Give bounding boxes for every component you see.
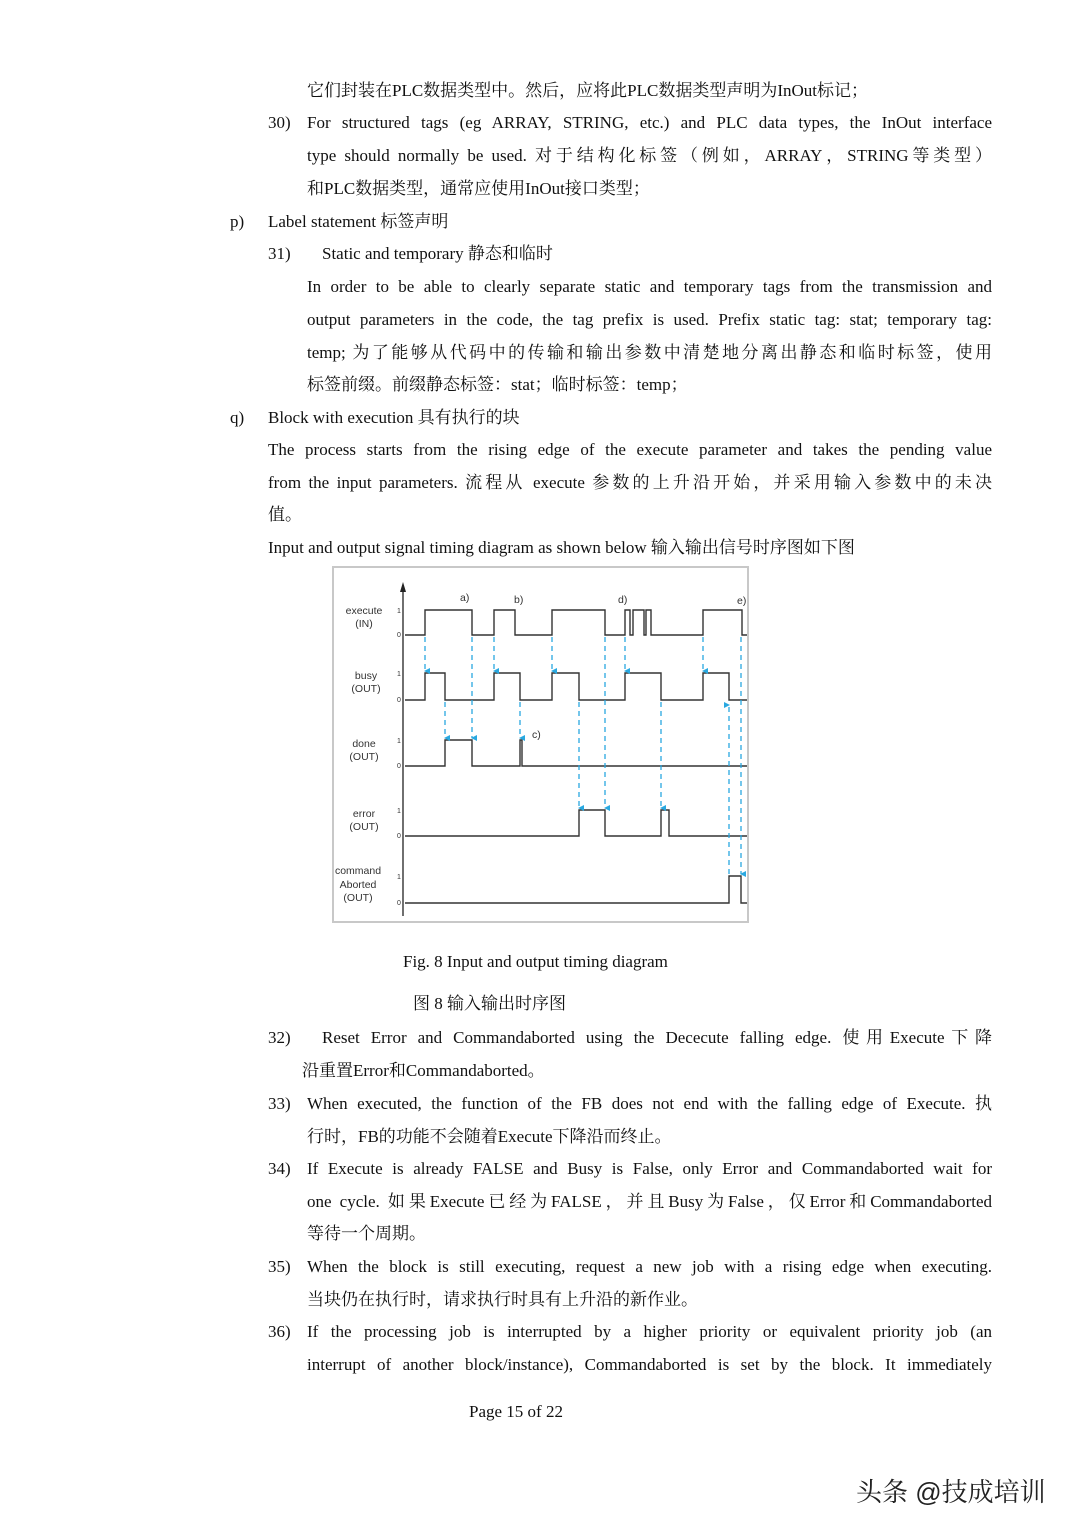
label-out: (OUT) bbox=[349, 821, 379, 833]
label-busy: busy bbox=[354, 670, 378, 682]
paragraph-line: temp; 为了能够从代码中的传输和输出参数中清楚地分离出静态和临时标签，使用 bbox=[307, 343, 992, 362]
paragraph-line: When the block is still executing, request a new job with a rising edge when executing. bbox=[307, 1257, 992, 1276]
figure-caption-en: Fig. 8 Input and output timing diagram bbox=[403, 952, 668, 971]
timing-diagram-svg bbox=[334, 568, 747, 921]
item-title: Static and temporary 静态和临时 bbox=[322, 244, 553, 263]
paragraph-line: In order to be able to clearly separate static and temporary tags from the transmission and bbox=[307, 277, 992, 296]
label-error: error bbox=[352, 808, 376, 820]
paragraph-line: 和PLC数据类型，通常应使用InOut接口类型； bbox=[307, 179, 650, 198]
paragraph-line: When executed, the function of the FB does not end with the falling edge of Execute. 执 bbox=[307, 1094, 992, 1113]
marker-e: e) bbox=[737, 595, 747, 607]
error-waveform bbox=[405, 810, 747, 836]
item-number: 34) bbox=[268, 1159, 291, 1178]
tick-0: 0 bbox=[397, 763, 401, 770]
paragraph-line: 它们封装在PLC数据类型中。然后，应将此PLC数据类型声明为InOut标记； bbox=[307, 81, 869, 100]
page-number: Page 15 of 22 bbox=[469, 1402, 563, 1421]
axis-arrow-icon bbox=[400, 582, 406, 592]
paragraph-line: output parameters in the code, the tag prefix is used. Prefix static tag: stat; temporary tag: bbox=[307, 310, 992, 329]
paragraph-line: from the input parameters. 流程从 execute 参数的上升沿开始，并采用输入参数中的未决 bbox=[268, 473, 992, 492]
paragraph-line: 等待一个周期。 bbox=[307, 1224, 426, 1243]
paragraph-line: 标签前缀。前缀静态标签：stat；临时标签：temp； bbox=[307, 375, 688, 394]
section-letter: q) bbox=[230, 408, 245, 427]
timing-diagram bbox=[332, 566, 749, 923]
tick-0: 0 bbox=[397, 833, 401, 840]
tick-0: 0 bbox=[397, 632, 401, 639]
label-out: (OUT) bbox=[343, 892, 373, 904]
paragraph-line: 值。 bbox=[268, 505, 302, 524]
section-heading: Label statement 标签声明 bbox=[268, 212, 449, 231]
paragraph-line: If the processing job is interrupted by a higher priority or equivalent priority job (an bbox=[307, 1322, 992, 1341]
label-out: (OUT) bbox=[351, 683, 381, 695]
paragraph-line: Reset Error and Commandaborted using the Dececute falling edge. 使用Execute下降 bbox=[322, 1028, 992, 1047]
tick-1: 1 bbox=[397, 738, 401, 745]
item-number: 35) bbox=[268, 1257, 291, 1276]
paragraph-line: If Execute is already FALSE and Busy is False, only Error and Commandaborted wait for bbox=[307, 1159, 992, 1178]
paragraph-line: type should normally be used. 对于结构化标签（例如，ARRAY，STRING等类型） bbox=[307, 146, 992, 165]
marker-b: b) bbox=[514, 594, 524, 606]
item-number: 32) bbox=[268, 1028, 291, 1047]
tick-1: 1 bbox=[397, 608, 401, 615]
label-out: (OUT) bbox=[349, 751, 379, 763]
marker-a: a) bbox=[460, 592, 470, 604]
label-execute: execute bbox=[345, 605, 383, 617]
paragraph-line: 当块仍在执行时，请求执行时具有上升沿的新作业。 bbox=[307, 1290, 698, 1309]
tick-0: 0 bbox=[397, 900, 401, 907]
tick-1: 1 bbox=[397, 671, 401, 678]
paragraph-line: Input and output signal timing diagram as shown below 输入输出信号时序图如下图 bbox=[268, 538, 855, 557]
marker-d: d) bbox=[618, 594, 628, 606]
busy-waveform bbox=[405, 673, 747, 700]
paragraph-line: The process starts from the rising edge of the execute parameter and takes the pending value bbox=[268, 440, 992, 459]
label-in: (IN) bbox=[355, 618, 373, 630]
execute-waveform bbox=[405, 610, 747, 635]
item-number: 31) bbox=[268, 244, 291, 263]
paragraph-line: 行时，FB的功能不会随着Execute下降沿而终止。 bbox=[307, 1127, 672, 1146]
tick-0: 0 bbox=[397, 697, 401, 704]
tick-1: 1 bbox=[397, 808, 401, 815]
paragraph-line: one cycle. 如果Execute已经为FALSE，并且Busy为False，仅Error和Commandaborted bbox=[307, 1192, 992, 1211]
item-number: 36) bbox=[268, 1322, 291, 1341]
done-waveform bbox=[405, 740, 747, 766]
item-number: 30) bbox=[268, 113, 291, 132]
label-command: command bbox=[334, 865, 382, 877]
section-letter: p) bbox=[230, 212, 245, 231]
paragraph-line: 沿重置Error和Commandaborted。 bbox=[302, 1061, 545, 1080]
command-aborted-waveform bbox=[405, 876, 747, 903]
label-done: done bbox=[352, 738, 376, 750]
figure-caption-zh: 图 8 输入输出时序图 bbox=[413, 994, 566, 1013]
tick-1: 1 bbox=[397, 874, 401, 881]
marker-c: c) bbox=[532, 729, 541, 741]
watermark: 头条 @技成培训 bbox=[856, 1477, 1046, 1507]
section-heading: Block with execution 具有执行的块 bbox=[268, 408, 520, 427]
item-number: 33) bbox=[268, 1094, 291, 1113]
paragraph-line: interrupt of another block/instance), Commandaborted is set by the block. It immediately bbox=[307, 1355, 992, 1374]
paragraph-line: For structured tags (eg ARRAY, STRING, etc.) and PLC data types, the InOut interface bbox=[307, 113, 992, 132]
label-aborted: Aborted bbox=[339, 879, 377, 891]
